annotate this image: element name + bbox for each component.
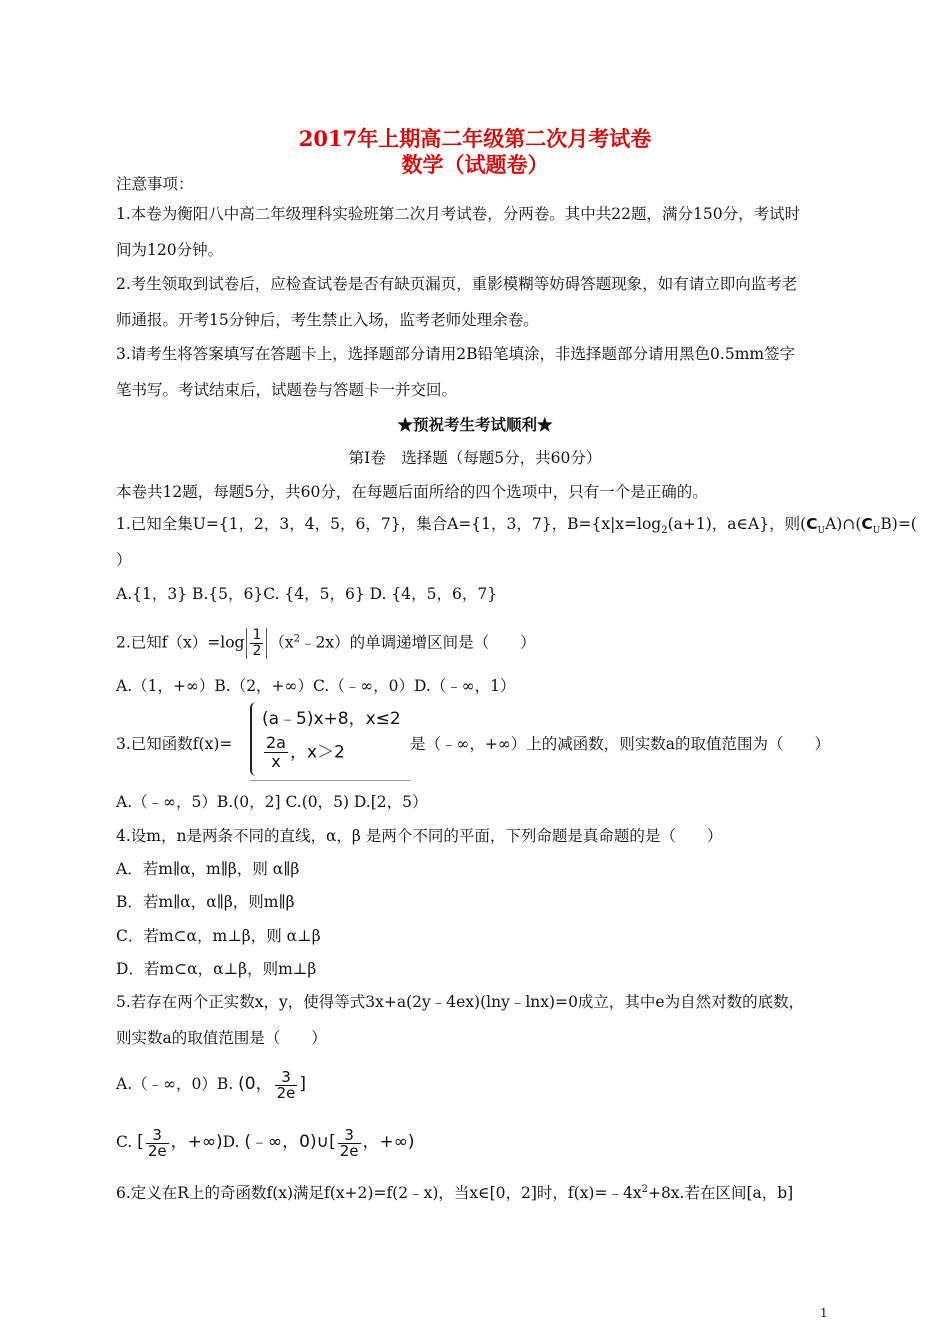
section-intro: 本卷共12题，每题5分，共60分，在每题后面所给的四个选项中，只有一个是正确的。 (116, 483, 708, 501)
piece-row-1: (a﹣5)x+8，x≤2 (262, 709, 401, 729)
exam-title: 2017年上期高二年级第二次月考试卷 (298, 126, 652, 151)
notice-line: 笔书写。考试结束后，试题卷与答题卡一并交回。 (116, 381, 458, 399)
exam-subtitle: 数学（试题卷） (401, 152, 549, 177)
question-3-options: A.（﹣∞，5）B.(0，2] C.(0，5) D.[2，5） (116, 793, 428, 811)
question-5-options-ab: A.（﹣∞，0）B. (0， $\frac{3}{2e}$ ] (116, 1067, 307, 1102)
question-5-stem: 5.若存在两个正实数x，y，使得等式3x+a(2y﹣4ex)(lny﹣lnx)=0成立，其中e为自然对数的底数， (116, 993, 805, 1011)
question-4-option: D．若m⊂α，α⊥β，则m⊥β (116, 960, 317, 978)
piece-row-2: $\frac{2a}{x}$ ，x＞2 (266, 733, 345, 771)
question-4-option: B．若m∥α，α∥β，则m∥β (116, 893, 295, 911)
question-4-stem: 4.设m，n是两条不同的直线，α，β 是两个不同的平面，下列命题是真命题的是（ ） (116, 827, 723, 845)
question-5-options-cd: C. [ $\frac{3}{2e}$ ，+∞)D. (﹣∞，0)∪[ $\frac{3}{2e}$ ，+∞) (116, 1125, 415, 1160)
brace-icon (250, 702, 260, 776)
question-3-stem-cont: 是（﹣∞，+∞）上的减函数，则实数a的取值范围为（ ） (410, 735, 831, 753)
question-2-options: A.（1，+∞）B.（2，+∞）C.（﹣∞，0）D.（﹣∞，1） (116, 677, 516, 695)
piecewise-function (250, 700, 410, 781)
notice-line: 间为120分钟。 (116, 241, 224, 259)
section-heading: 第Ⅰ卷 选择题（每题5分，共60分） (348, 449, 602, 467)
question-1-stem: 1.已知全集U={1，2，3，4，5，6，7}，集合A={1，3，7}，$B=\{x|x=\log_2(a+1)$，a∈A}，则$(C_UA)\cap(C_UB)=$( (116, 515, 917, 537)
question-1-stem-cont: ） (116, 551, 132, 569)
notice-line: 1.本卷为衡阳八中高二年级理科实验班第二次月考试卷，分两卷。其中共22题，满分150分，考试时 (116, 205, 801, 223)
notice-heading: 注意事项： (116, 175, 194, 193)
page-number: 1 (820, 1306, 828, 1320)
exam-wish: ★预祝考生考试顺利★ (397, 415, 553, 434)
notice-line: 师通报。开考15分钟后，考生禁止入场，监考老师处理余卷。 (116, 311, 539, 329)
question-4-option: C．若m⊂α，m⊥β，则 α⊥β (116, 927, 321, 945)
question-5-stem-cont: 则实数a的取值范围是（ ） (116, 1029, 327, 1047)
question-3-stem: 3.已知函数f(x)= (116, 735, 233, 753)
notice-line: 2.考生领取到试卷后，应检查试卷是否有缺页漏页，重影模糊等妨碍答题现象，如有请立即向监考老 (116, 275, 798, 293)
question-2-stem: 2.已知f（x）=log $\frac{1}{2}$ $(x^2﹣2x)$的单调递增区间是（ ） (116, 627, 536, 659)
question-1-options: A.{1，3} B.{5，6}C. {4，5，6} D. {4，5，6，7} (116, 585, 498, 603)
notice-line: 3.请考生将答案填写在答题卡上，选择题部分请用2B铅笔填涂，非选择题部分请用黑色0.5mm签字 (116, 345, 796, 363)
question-6-stem: 6.定义在R上的奇函数f(x)满足f(x+2)=f(2﹣x)，当x∈[0，2]时，$f(x)=﹣4x^2+8x$.若在区间[a，b] (116, 1184, 794, 1203)
question-4-option: A．若m∥α，m∥β，则 α∥β (116, 860, 300, 878)
fraction-half: $\frac{1}{2}$ (246, 628, 267, 659)
